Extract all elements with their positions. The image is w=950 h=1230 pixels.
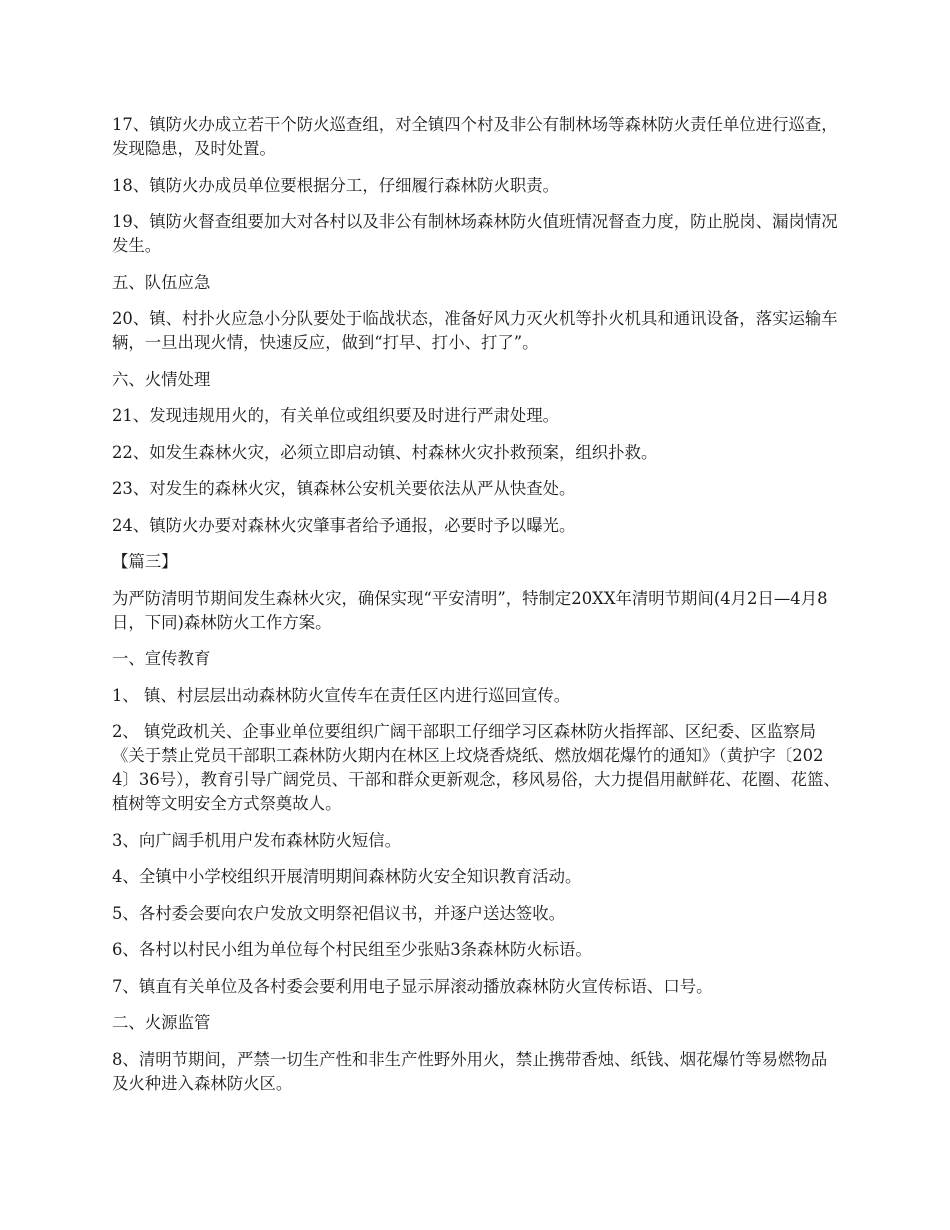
paragraph-item-23: 23、对发生的森林火灾，镇森林公安机关要依法从严从快查处。 [112,479,576,498]
paragraph-item-8: 8、清明节期间，严禁一切生产性和非生产性野外用火，禁止携带香烛、纸钱、烟花爆竹等易燃物品及火种进入森林防火区。 [112,1049,828,1093]
paragraph-item-17: 17、镇防火办成立若干个防火巡查组，对全镇四个村及非公有制林场等森林防火责任单位进行巡查，发现隐患，及时处置。 [112,115,838,158]
paragraph-item-18: 18、镇防火办成员单位要根据分工，仔细履行森林防火职责。 [112,175,560,195]
section-heading-fire-handling: 六、火情处理 [112,369,211,389]
paragraph-item-21: 21、发现违规用火的，有关单位或组织要及时进行严肃处理。 [112,406,560,425]
document-page [112,113,842,1108]
section-heading-publicity: 一、宣传教育 [112,649,211,668]
paragraph-item-4: 4、全镇中小学校组织开展清明期间森林防火安全知识教育活动。 [112,867,582,886]
paragraph-item-2: 2、 镇党政机关、企事业单位要组织广阔干部职工仔细学习区森林防火指挥部、区纪委、区监察局《关于禁止党员干部职工森林防火期内在林区上坟烧香烧纸、燃放烟花爆竹的通知》（黄护字〔2024〕36号），教育引导广阔党员、干部和群众更新观念，移风易俗，大力提倡用献鲜花、花圈、花篮、植树等文明安全方式祭奠故人。 [112,722,840,813]
paragraph-item-3: 3、向广阔手机用户发布森林防火短信。 [112,830,402,850]
paragraph-item-6: 6、各村以村民小组为单位每个村民组至少张贴3条森林防火标语。 [112,940,592,959]
paragraph-item-19: 19、镇防火督查组要加大对各村以及非公有制林场森林防火值班情况督查力度，防止脱岗、漏岗情况发生。 [112,212,838,255]
paragraph-item-1: 1、 镇、村层层出动森林防火宣传车在责任区内进行巡回宣传。 [112,685,571,705]
paragraph-item-5: 5、各村委会要向农户发放文明祭祀倡议书，并逐户送达签收。 [112,903,565,923]
section-heading-fire-source: 二、火源监管 [112,1013,211,1032]
paragraph-item-22: 22、如发生森林火灾，必须立即启动镇、村森林火灾扑救预案，组织扑救。 [112,442,658,462]
paragraph-intro: 为严防清明节期间发生森林火灾，确保实现“平安清明”，特制定20XX年清明节期间(4月2日—4月8日，下同)森林防火工作方案。 [112,588,828,632]
paragraph-item-24: 24、镇防火办要对森林火灾肇事者给予通报，必要时予以曝光。 [112,515,576,535]
section-heading-part-three: 【篇三】 [112,552,178,571]
paragraph-item-20: 20、镇、村扑火应急小分队要处于临战状态，准备好风力灭火机等扑火机具和通讯设备，落实运输车辆，一旦出现火情，快速反应，做到“打早、打小、打了”。 [112,309,838,352]
paragraph-item-7: 7、镇直有关单位及各村委会要利用电子显示屏滚动播放森林防火宣传标语、口号。 [112,976,713,996]
section-heading-team-emergency: 五、队伍应急 [112,272,211,292]
